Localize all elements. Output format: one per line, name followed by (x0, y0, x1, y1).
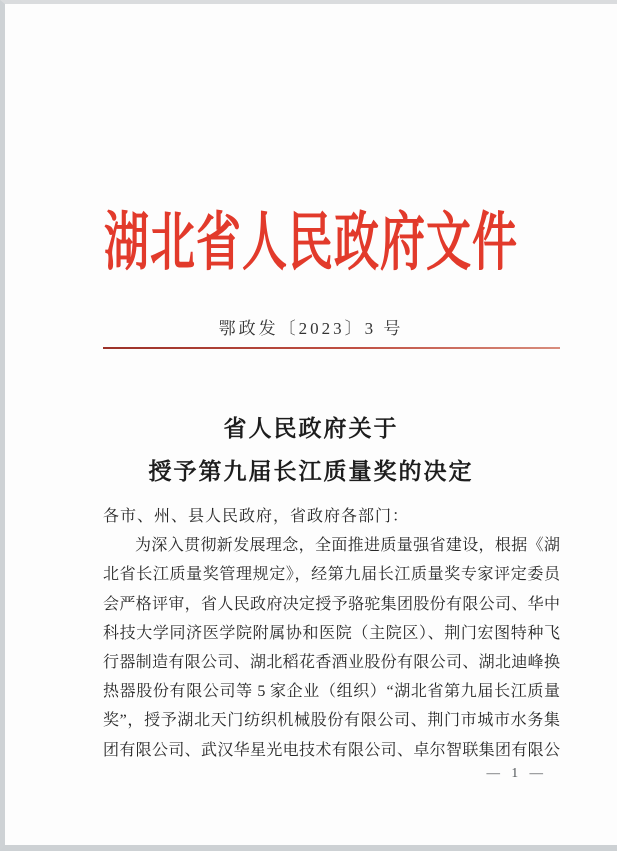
document-title-line-2: 授予第九届长江质量奖的决定 (148, 459, 474, 484)
page-number: — 1 — (486, 765, 547, 780)
document-title-line-1: 省人民政府关于 (223, 416, 399, 441)
document-title (5, 407, 617, 493)
body-text-line: 会严格评审，省人民政府决定授予骆驼集团股份有限公司、华中 (103, 595, 560, 613)
document-body (103, 502, 560, 765)
body-text-line: 各市、州、县人民政府，省政府各部门： (103, 508, 410, 525)
body-text-line: 奖”，授予湖北天门纺织机械股份有限公司、荆门市城市水务集 (103, 712, 560, 730)
government-letterhead-title: 湖北省人民政府文件 (103, 207, 518, 279)
body-text-line: 行器制造有限公司、湖北稻花香酒业股份有限公司、湖北迪峰换 (103, 653, 560, 671)
red-separator-line (103, 347, 560, 349)
body-text-line: 热器股份有限公司等 5 家企业（组织）“湖北省第九届长江质量 (103, 683, 560, 701)
body-text-line: 北省长江质量奖管理规定》，经第九届长江质量奖专家评定委员 (103, 566, 560, 584)
document-reference-number: 鄂政发〔2023〕3 号 (218, 319, 404, 338)
body-text-line: 为深入贯彻新发展理念，全面推进质量强省建设，根据《湖 (135, 537, 560, 555)
body-text-line: 团有限公司、武汉华星光电技术有限公司、卓尔智联集团有限公 (103, 741, 560, 759)
body-text-line: 科技大学同济医学院附属协和医院（主院区）、荆门宏图特种飞 (103, 624, 560, 642)
